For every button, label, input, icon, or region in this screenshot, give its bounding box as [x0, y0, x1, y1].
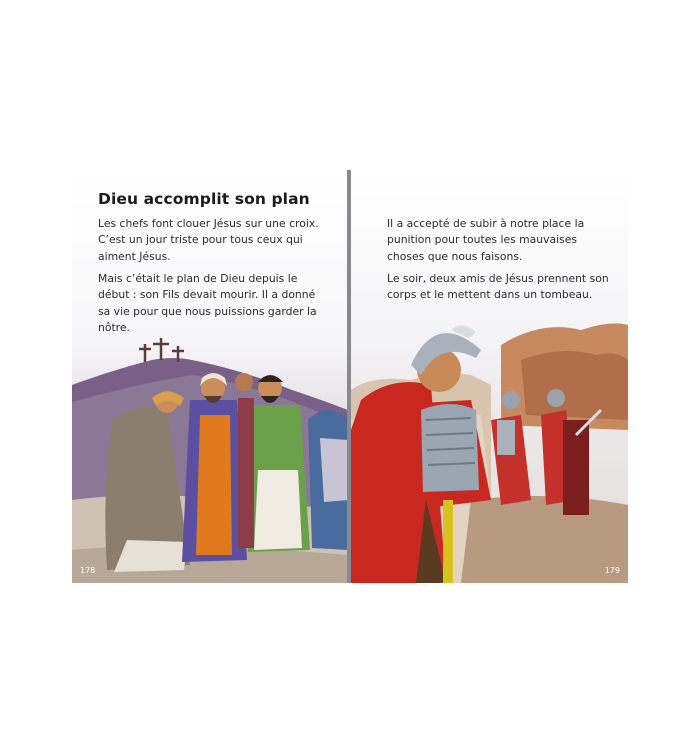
right-page: [351, 170, 628, 583]
text-line: punition pour toutes les mauvaises: [387, 233, 578, 247]
left-page: [72, 170, 348, 583]
text-line: nôtre.: [98, 320, 130, 334]
text-line: Mais c’était le plan de Dieu depuis le: [98, 272, 298, 285]
text-line: aiment Jésus.: [98, 249, 171, 263]
page-number-right: 179: [604, 566, 620, 575]
right-paragraph-1: [387, 216, 584, 265]
text-line: choses que nous faisons.: [387, 249, 523, 263]
left-paragraph-1: [98, 216, 319, 265]
text-line: Les chefs font clouer Jésus sur une croix.: [98, 217, 319, 230]
text-line: corps et le mettent dans un tombeau.: [387, 288, 593, 302]
text-line: Le soir, deux amis de Jésus prennent son: [387, 272, 609, 285]
right-paragraph-2: [387, 271, 609, 304]
text-line: début : son Fils devait mourir. Il a donné: [98, 288, 316, 302]
page-title: Dieu accomplit son plan: [98, 190, 310, 208]
text-line: Il a accepté de subir à notre place la: [387, 217, 585, 230]
three-crosses: [139, 338, 184, 362]
text-line: C’est un jour triste pour tous ceux qui: [98, 233, 303, 247]
left-paragraph-2: [98, 271, 317, 336]
text-line: sa vie pour que nous puissions garder la: [98, 304, 317, 318]
book-spread: [72, 170, 628, 583]
page-number-left: 178: [80, 566, 96, 575]
